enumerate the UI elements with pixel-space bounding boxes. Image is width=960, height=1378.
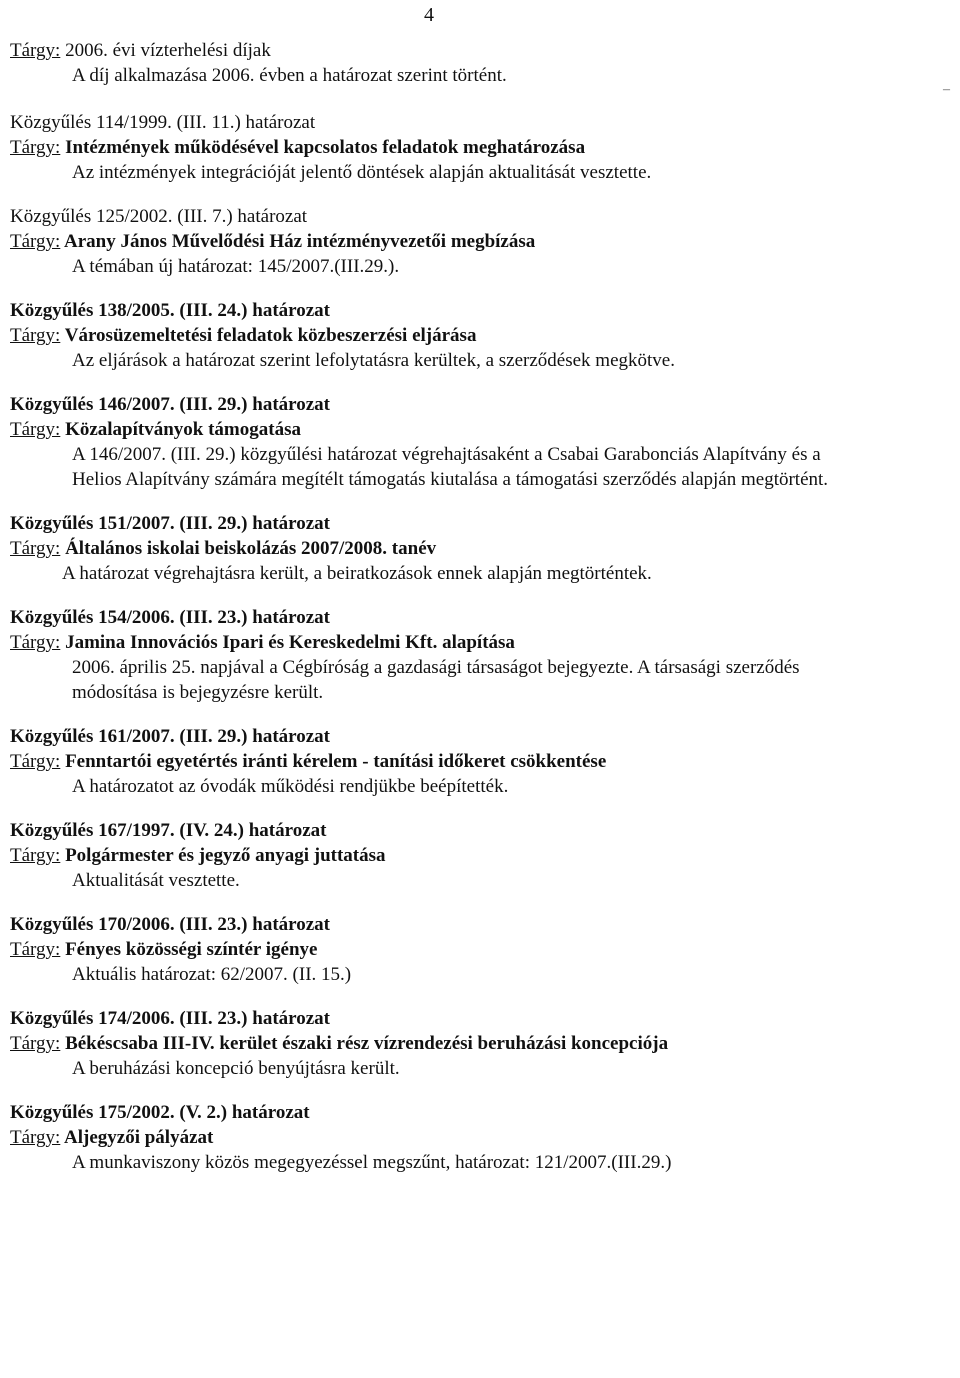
subject-title: Fenntartói egyetértés iránti kérelem - tanítási időkeret csökkentése	[65, 751, 607, 772]
margin-mark: –	[943, 82, 950, 97]
subject-line	[10, 536, 950, 561]
subject-line	[10, 417, 950, 442]
resolution-status: A beruházási koncepció benyújtásra került.	[72, 1058, 400, 1079]
subject-line	[10, 749, 950, 774]
resolution-heading: Közgyűlés 151/2007. (III. 29.) határozat	[10, 513, 330, 534]
resolution-status: Az eljárások a határozat szerint lefolytatásra kerültek, a szerződések megkötve.	[72, 350, 675, 371]
subject-label: Tárgy:	[10, 939, 61, 960]
subject-title: Aljegyzői pályázat	[64, 1127, 214, 1148]
subject-label: Tárgy:	[10, 231, 61, 252]
resolution-heading: Közgyűlés 170/2006. (III. 23.) határozat	[10, 914, 330, 935]
subject-label: Tárgy:	[10, 137, 61, 158]
resolution-entry	[10, 392, 950, 492]
subject-title: Általános iskolai beiskolázás 2007/2008. tanév	[65, 538, 437, 559]
subject-title: Közalapítványok támogatása	[65, 419, 301, 440]
subject-label: Tárgy:	[10, 751, 61, 772]
resolution-heading: Közgyűlés 125/2002. (III. 7.) határozat	[10, 206, 308, 227]
resolution-status: A díj alkalmazása 2006. évben a határozat szerint történt.	[72, 65, 507, 86]
resolution-entry	[10, 724, 950, 799]
subject-line	[10, 323, 950, 348]
resolution-entry	[10, 1006, 950, 1081]
subject-line	[10, 1125, 950, 1150]
subject-title: 2006. évi vízterhelési díjak	[65, 40, 271, 61]
subject-title: Arany János Művelődési Ház intézményvezetői megbízása	[64, 231, 536, 252]
subject-label: Tárgy:	[10, 632, 61, 653]
resolution-heading: Közgyűlés 174/2006. (III. 23.) határozat	[10, 1008, 330, 1029]
subject-label: Tárgy:	[10, 40, 61, 61]
resolution-status: A 146/2007. (III. 29.) közgyűlési határozat végrehajtásaként a Csabai Garabonciás Alapítvány és a Helios Alapítvány számára megítélt támogatás kiutalása a támogatási szerződés alapján megtörtént.	[72, 444, 829, 490]
resolution-entry	[10, 298, 950, 373]
subject-line	[10, 843, 950, 868]
subject-label: Tárgy:	[10, 1033, 61, 1054]
subject-line	[10, 1031, 950, 1056]
resolution-entry	[10, 912, 950, 987]
resolution-status: A határozatot az óvodák működési rendjükbe beépítették.	[72, 776, 509, 797]
subject-title: Békéscsaba III-IV. kerület északi rész vízrendezési beruházási koncepciója	[65, 1033, 669, 1054]
subject-label: Tárgy:	[10, 325, 61, 346]
resolution-entry	[10, 38, 950, 88]
subject-title: Intézmények működésével kapcsolatos feladatok meghatározása	[65, 137, 586, 158]
resolution-heading: Közgyűlés 146/2007. (III. 29.) határozat	[10, 394, 330, 415]
subject-title: Városüzemeltetési feladatok közbeszerzési eljárása	[64, 325, 477, 346]
subject-title: Jamina Innovációs Ipari és Kereskedelmi Kft. alapítása	[65, 632, 515, 653]
resolution-entry	[10, 605, 950, 705]
subject-line	[10, 38, 950, 63]
resolution-heading: Közgyűlés 138/2005. (III. 24.) határozat	[10, 300, 330, 321]
subject-title: Polgármester és jegyző anyagi juttatása	[65, 845, 386, 866]
resolution-status: Aktualitását vesztette.	[72, 870, 240, 891]
subject-label: Tárgy:	[10, 1127, 61, 1148]
resolution-list	[10, 38, 950, 1194]
subject-label: Tárgy:	[10, 538, 61, 559]
resolution-entry	[10, 1100, 950, 1175]
resolution-status: Aktuális határozat: 62/2007. (II. 15.)	[72, 964, 352, 985]
subject-label: Tárgy:	[10, 419, 61, 440]
resolution-heading: Közgyűlés 114/1999. (III. 11.) határozat	[10, 112, 316, 133]
resolution-heading: Közgyűlés 161/2007. (III. 29.) határozat	[10, 726, 330, 747]
resolution-entry	[10, 204, 950, 279]
page-number: 4	[424, 4, 434, 26]
subject-line	[10, 135, 950, 160]
subject-title: Fényes közösségi színtér igénye	[65, 939, 318, 960]
subject-line	[10, 630, 950, 655]
resolution-heading: Közgyűlés 167/1997. (IV. 24.) határozat	[10, 820, 327, 841]
resolution-status: A határozat végrehajtásra került, a beiratkozások ennek alapján megtörténtek.	[62, 563, 652, 584]
subject-line	[10, 937, 950, 962]
resolution-entry	[10, 511, 950, 586]
subject-line	[10, 229, 950, 254]
resolution-heading: Közgyűlés 154/2006. (III. 23.) határozat	[10, 607, 330, 628]
resolution-heading: Közgyűlés 175/2002. (V. 2.) határozat	[10, 1102, 310, 1123]
resolution-entry	[10, 818, 950, 893]
resolution-status: 2006. április 25. napjával a Cégbíróság a gazdasági társaságot bejegyezte. A társasági szerződés módosítása is bejegyzésre került.	[72, 657, 800, 703]
resolution-status: Az intézmények integrációját jelentő döntések alapján aktualitását vesztette.	[72, 162, 652, 183]
resolution-entry	[10, 110, 950, 185]
resolution-status: A munkaviszony közös megegyezéssel megszűnt, határozat: 121/2007.(III.29.)	[72, 1152, 672, 1173]
resolution-status: A témában új határozat: 145/2007.(III.29.).	[72, 256, 400, 277]
subject-label: Tárgy:	[10, 845, 61, 866]
